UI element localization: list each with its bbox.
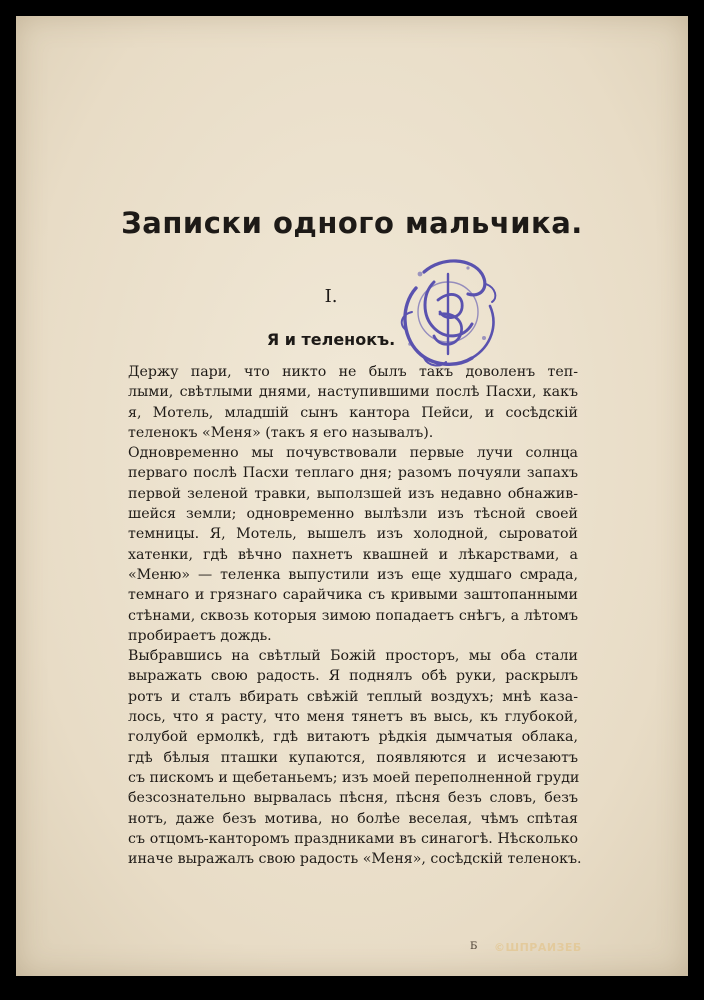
text-line: съ пискомъ и щебетаньемъ; изъ моей переполненной груди xyxy=(128,769,580,786)
text-line: теленокъ «Меня» (такъ я его называлъ). xyxy=(128,424,434,441)
text-line: голубой ермолкѣ, гдѣ витаютъ рѣдкія дымчатыя облака, xyxy=(128,729,578,746)
watermark: ©ШПРАИЗЕБ xyxy=(494,941,582,954)
chapter-number: I. xyxy=(324,286,338,307)
paragraph-3 xyxy=(100,646,582,869)
text-line: выражать свою радость. Я поднялъ обѣ руки, раскрылъ xyxy=(128,668,578,685)
document-title: Записки одного мальчика. xyxy=(121,206,583,240)
text-line: Держу пари, что никто не былъ такъ доволенъ теп- xyxy=(128,364,578,380)
chapter-title: Я и теленокъ. xyxy=(266,330,396,349)
text-line: иначе выражалъ свою радость «Меня», сосѣдскій теленокъ. xyxy=(128,851,582,868)
text-line: первой зеленой травки, выползшей изъ недавно обнажив- xyxy=(128,485,578,502)
text-line: Выбравшись на свѣтлый Божій просторъ, мы оба стали xyxy=(128,648,578,665)
paragraph-2 xyxy=(100,443,578,646)
text-line: стѣнами, сквозь которыя зимою попадаетъ снѣгъ, а лѣтомъ xyxy=(128,607,578,624)
text-line: Одновременно мы почувствовали первые лучи солнца xyxy=(128,445,578,462)
text-line: темницы. Я, Мотель, вышелъ изъ холодной, сыроватой xyxy=(128,526,578,543)
text-line: перваго послѣ Пасхи теплаго дня; разомъ почуяли запахъ xyxy=(128,465,578,482)
page-mark: Б xyxy=(470,941,478,952)
text-line: лыми, свѣтлыми днями, наступившими послѣ Пасхи, какъ xyxy=(128,384,578,401)
text-line: темнаго и грязнаго сарайчика съ кривыми заштопанными xyxy=(128,587,578,604)
text-line: я, Мотель, младшій сынъ кантора Пейси, и сосѣдскій xyxy=(128,404,578,421)
library-stamp-icon xyxy=(394,254,502,372)
paragraph-1 xyxy=(100,362,578,443)
body-text xyxy=(100,362,582,869)
text-line: съ отцомъ-канторомъ праздниками въ синагогѣ. Нѣсколько xyxy=(128,830,578,847)
text-line: ротъ и сталъ вбирать свѣжій теплый воздухъ; мнѣ каза- xyxy=(128,688,578,705)
text-line: лось, что я расту, что меня тянетъ въ высь, къ глубокой, xyxy=(128,709,578,726)
text-line: шейся земли; одновременно вылѣзли изъ тѣсной своей xyxy=(128,506,578,523)
text-line: безсознательно вырвалась пѣсня, пѣсня безъ словъ, безъ xyxy=(128,790,578,807)
text-line: «Меню» — теленка выпустили изъ еще худшаго смрада, xyxy=(128,566,578,583)
book-page xyxy=(16,16,688,976)
text-line: хатенки, гдѣ вѣчно пахнетъ квашней и лѣкарствами, а xyxy=(128,546,578,563)
text-line: нотъ, даже безъ мотива, но болѣе веселая, чѣмъ спѣтая xyxy=(128,810,578,827)
text-line: пробираетъ дождь. xyxy=(128,627,272,644)
text-line: гдѣ бѣлыя пташки купаются, появляются и исчезаютъ xyxy=(128,749,578,766)
